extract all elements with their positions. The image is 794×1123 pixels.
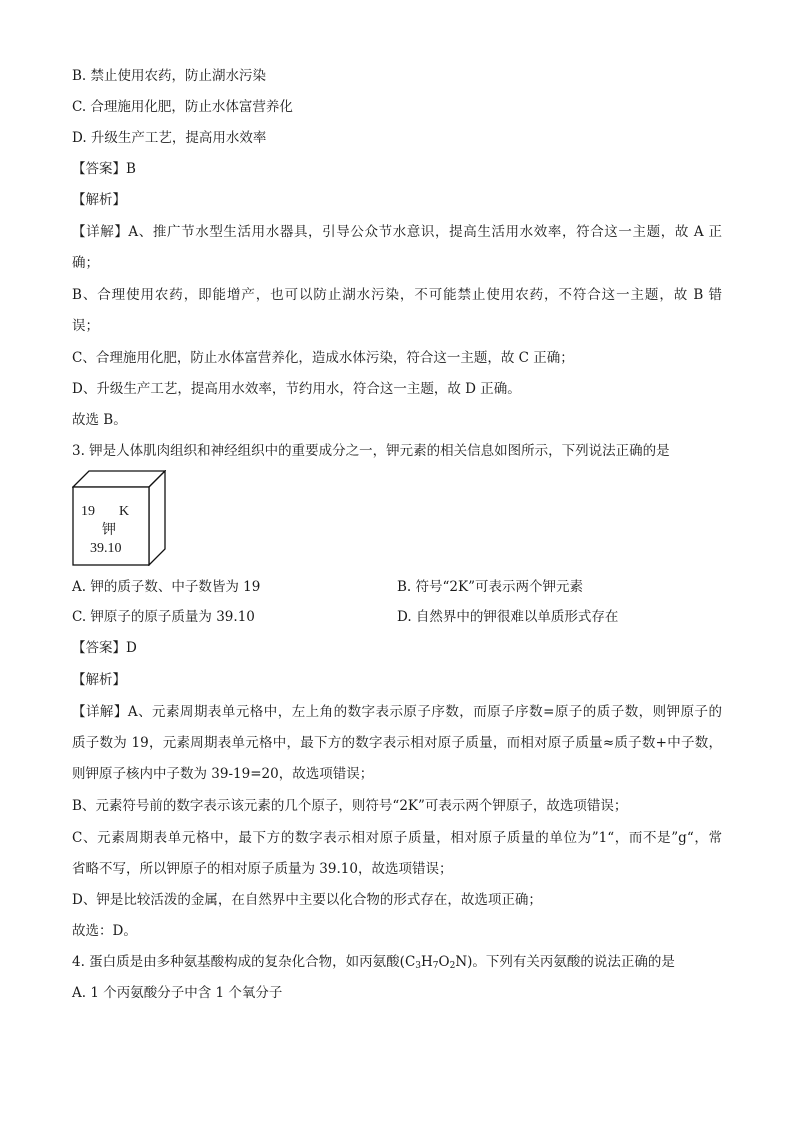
- subscript: 3: [415, 961, 422, 971]
- q2-conclusion: 故选 B。: [72, 412, 127, 428]
- answer-value: D: [126, 640, 137, 656]
- q3-detail-line: 省略不写，所以钾原子的相对原子质量为 39.10，故选项错误；: [72, 861, 453, 877]
- q3-detail-line: B、元素符号前的数字表示该元素的几个原子，则符号“2K”可表示两个钾原子，故选项错误；: [72, 798, 628, 814]
- q2-answer: [72, 159, 136, 179]
- q4-stem-text: N)。下列有关丙氨酸的说法正确的是: [455, 954, 675, 970]
- formula-part: H: [421, 954, 433, 970]
- q4-option-a: A. 1 个丙氨酸分子中含 1 个氧分子: [72, 985, 283, 1001]
- q4-stem-text: 4. 蛋白质是由多种氨基酸构成的复杂化合物，如丙氨酸(C: [72, 954, 416, 970]
- q3-detail-line: C、元素周期表单元格中，最下方的数字表示相对原子质量，相对原子质量的单位为”1“，而不是”g“，常: [72, 830, 722, 846]
- subscript: 2: [449, 961, 456, 971]
- q2-detail-line: 误；: [72, 318, 99, 334]
- answer-tag: 【答案】: [72, 640, 126, 656]
- q2-option-d: D. 升级生产工艺，提高用水效率: [72, 130, 267, 146]
- q3-stem: 3. 钾是人体肌肉组织和神经组织中的重要成分之一，钾元素的相关信息如图所示，下列说法正确的是: [72, 443, 670, 459]
- q3-detail-line: 则钾原子核内中子数为 39-19=20，故选项错误；: [72, 766, 374, 782]
- answer-value: B: [126, 161, 136, 177]
- q2-detail-line: B、合理使用农药，即能增产，也可以防止湖水污染，不可能禁止使用农药，不符合这一主题，故 B 错: [72, 287, 722, 303]
- q2-detail-line: 【详解】A、推广节水型生活用水器具，引导公众节水意识，提高生活用水效率，符合这一主题，故 A 正: [72, 224, 722, 240]
- q3-answer: [72, 638, 137, 658]
- q3-option-a: A. 钾的质子数、中子数皆为 19: [72, 579, 261, 595]
- q3-option-d: D. 自然界中的钾很难以单质形式存在: [397, 609, 619, 625]
- q2-analysis-tag: 【解析】: [72, 192, 126, 208]
- q3-option-b: B. 符号“2K”可表示两个钾元素: [397, 579, 583, 595]
- q2-detail-line: D、升级生产工艺，提高用水效率，节约用水，符合这一主题，故 D 正确。: [72, 381, 521, 397]
- potassium-element-cell: [72, 470, 166, 566]
- q2-detail-line: 确；: [72, 255, 99, 271]
- q3-option-c: C. 钾原子的原子质量为 39.10: [72, 609, 255, 625]
- q2-option-c: C. 合理施用化肥，防止水体富营养化: [72, 99, 293, 115]
- subscript: 7: [432, 961, 439, 971]
- atomic-number: 19: [81, 504, 95, 519]
- atomic-mass: 39.10: [90, 541, 122, 556]
- q3-conclusion: 故选：D。: [72, 923, 137, 939]
- q4-stem: [72, 952, 675, 972]
- formula-part: O: [438, 954, 450, 970]
- q3-detail-line: 质子数为 19，元素周期表单元格中，最下方的数字表示相对原子质量，而相对原子质量≈质子数+中子数，: [72, 735, 722, 751]
- element-name: 钾: [102, 522, 116, 538]
- element-symbol: K: [119, 504, 130, 519]
- q2-detail-line: C、合理施用化肥，防止水体富营养化，造成水体污染，符合这一主题，故 C 正确；: [72, 350, 574, 366]
- q3-analysis-tag: 【解析】: [72, 672, 126, 688]
- q3-detail-line: 【详解】A、元素周期表单元格中，左上角的数字表示原子序数，而原子序数=原子的质子数，则钾原子的: [72, 704, 722, 720]
- answer-tag: 【答案】: [72, 161, 126, 177]
- q2-option-b: B. 禁止使用农药，防止湖水污染: [72, 68, 267, 84]
- q3-detail-line: D、钾是比较活泼的金属，在自然界中主要以化合物的形式存在，故选项正确；: [72, 892, 542, 908]
